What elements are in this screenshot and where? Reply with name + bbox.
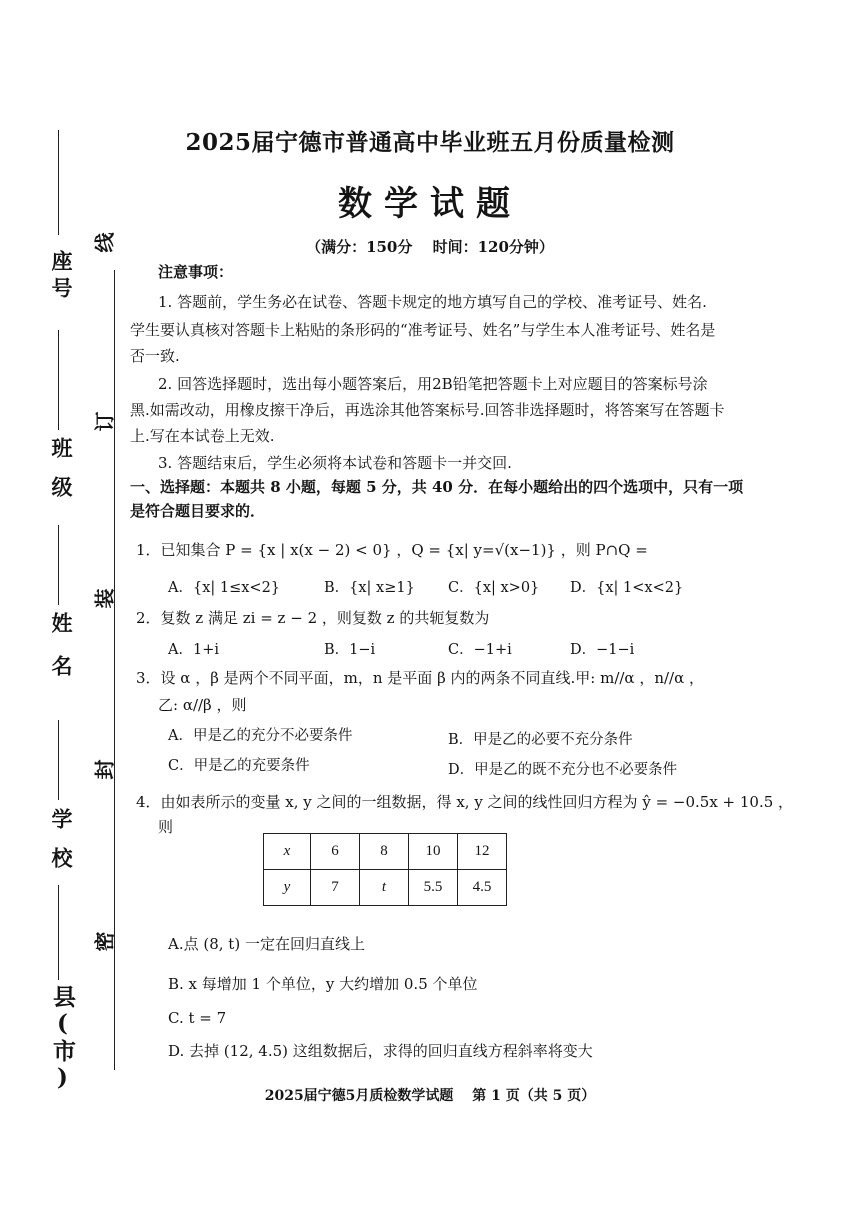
table-cell: x bbox=[264, 834, 311, 870]
section-1-line-2: 是符合题目要求的． bbox=[130, 502, 266, 520]
seal-char-pack: 装 bbox=[92, 588, 117, 609]
subject-title: 数学试题 bbox=[338, 184, 522, 224]
q3-stem-line-1: 3．设 α ，β 是两个不同平面，m，n 是平面 β 内的两条不同直线.甲: m//α ，n//α ， bbox=[136, 669, 704, 687]
blank-line-class bbox=[58, 330, 59, 430]
seal-char-secret: 密 bbox=[92, 931, 117, 952]
field-name: 姓名 bbox=[49, 612, 74, 698]
field-county: 县(市) bbox=[49, 985, 76, 1093]
table-cell: y bbox=[264, 870, 311, 906]
table-row bbox=[264, 870, 507, 906]
score-time: （满分：150分 时间：120分钟） bbox=[306, 238, 554, 256]
q4-option-c: C. t = 7 bbox=[168, 1009, 227, 1027]
q2-stem: 2．复数 z 满足 zi = z − 2 ，则复数 z 的共轭复数为 bbox=[136, 609, 490, 627]
table-cell: 12 bbox=[458, 834, 507, 870]
blank-line-school bbox=[58, 720, 59, 800]
q4-option-d: D. 去掉 (12, 4.5) 这组数据后，求得的回归直线方程斜率将变大 bbox=[168, 1042, 593, 1060]
page-footer: 2025届宁德5月质检数学试题 第 1 页（共 5 页） bbox=[264, 1088, 596, 1104]
q3-option-c: C．甲是乙的充要条件 bbox=[168, 758, 310, 774]
notice-item-1-line-2: 学生要认真核对答题卡上粘贴的条形码的“准考证号、姓名”与学生本人准考证号、姓名是 bbox=[130, 321, 716, 339]
seal-char-bind: 订 bbox=[92, 411, 117, 432]
q2-option-c: C．−1+i bbox=[448, 642, 512, 658]
section-1-line-1: 一、选择题：本题共 8 小题，每题 5 分，共 40 分．在每小题给出的四个选项中，只有一项 bbox=[130, 478, 744, 496]
table-cell: 7 bbox=[311, 870, 360, 906]
table-cell: t bbox=[360, 870, 409, 906]
notice-item-1-line-3: 否一致. bbox=[130, 347, 180, 365]
notice-item-2-line-3: 上.写在本试卷上无效. bbox=[130, 427, 275, 445]
q1-option-b: B．{x| x≥1} bbox=[324, 580, 415, 596]
q1-option-a: A．{x| 1≤x<2} bbox=[168, 580, 281, 596]
q1-stem: 1．已知集合 P = {x | x(x − 2) < 0} ，Q = {x| y=√(x−1)} ，则 P∩Q = bbox=[136, 541, 648, 559]
q4-data-table bbox=[263, 833, 507, 906]
field-seat-number: 座号 bbox=[49, 250, 74, 304]
field-class: 班级 bbox=[49, 437, 74, 515]
notice-item-1-line-1: 1. 答题前，学生务必在试卷、答题卡规定的地方填写自己的学校、准考证号、姓名. bbox=[158, 293, 707, 311]
table-cell: 5.5 bbox=[409, 870, 458, 906]
seal-char-line: 线 bbox=[92, 232, 117, 253]
notice-item-2-line-1: 2. 回答选择题时，选出每小题答案后，用2B铅笔把答题卡上对应题目的答案标号涂 bbox=[158, 375, 708, 393]
q1-option-c: C．{x| x>0} bbox=[448, 580, 540, 596]
table-cell: 6 bbox=[311, 834, 360, 870]
blank-line-name bbox=[58, 525, 59, 605]
q4-stem-line-2: 则 bbox=[158, 818, 174, 836]
exam-name: 2025届宁德市普通高中毕业班五月份质量检测 bbox=[185, 129, 675, 156]
notice-item-2-line-2: 黑.如需改动，用橡皮擦干净后，再选涂其他答案标号.回答非选择题时，将答案写在答题卡 bbox=[130, 401, 725, 419]
q2-option-b: B．1−i bbox=[324, 642, 376, 658]
q4-option-b: B. x 每增加 1 个单位，y 大约增加 0.5 个单位 bbox=[168, 975, 478, 993]
q1-option-d: D．{x| 1<x<2} bbox=[570, 580, 684, 596]
table-cell: 8 bbox=[360, 834, 409, 870]
notice-heading: 注意事项： bbox=[158, 263, 234, 281]
q2-option-d: D．−1−i bbox=[570, 642, 635, 658]
q4-option-a: A.点 (8, t) 一定在回归直线上 bbox=[168, 935, 365, 953]
field-school: 学校 bbox=[49, 808, 74, 886]
q4-stem-line-1: 4．由如表所示的变量 x, y 之间的一组数据，得 x, y 之间的线性回归方程为 ŷ = −0.5x + 10.5 ， bbox=[136, 793, 794, 811]
seal-char-seal: 封 bbox=[92, 759, 117, 780]
table-row bbox=[264, 834, 507, 870]
q3-option-d: D．甲是乙的既不充分也不必要条件 bbox=[448, 762, 678, 778]
table-cell: 4.5 bbox=[458, 870, 507, 906]
q3-option-b: B．甲是乙的必要不充分条件 bbox=[448, 732, 633, 748]
table-cell: 10 bbox=[409, 834, 458, 870]
q2-option-a: A．1+i bbox=[168, 642, 219, 658]
q3-stem-line-2: 乙: α//β ，则 bbox=[158, 696, 247, 714]
notice-item-3: 3. 答题结束后，学生必须将本试卷和答题卡一并交回. bbox=[158, 454, 512, 472]
blank-line-county bbox=[58, 885, 59, 980]
q3-option-a: A．甲是乙的充分不必要条件 bbox=[168, 728, 353, 744]
